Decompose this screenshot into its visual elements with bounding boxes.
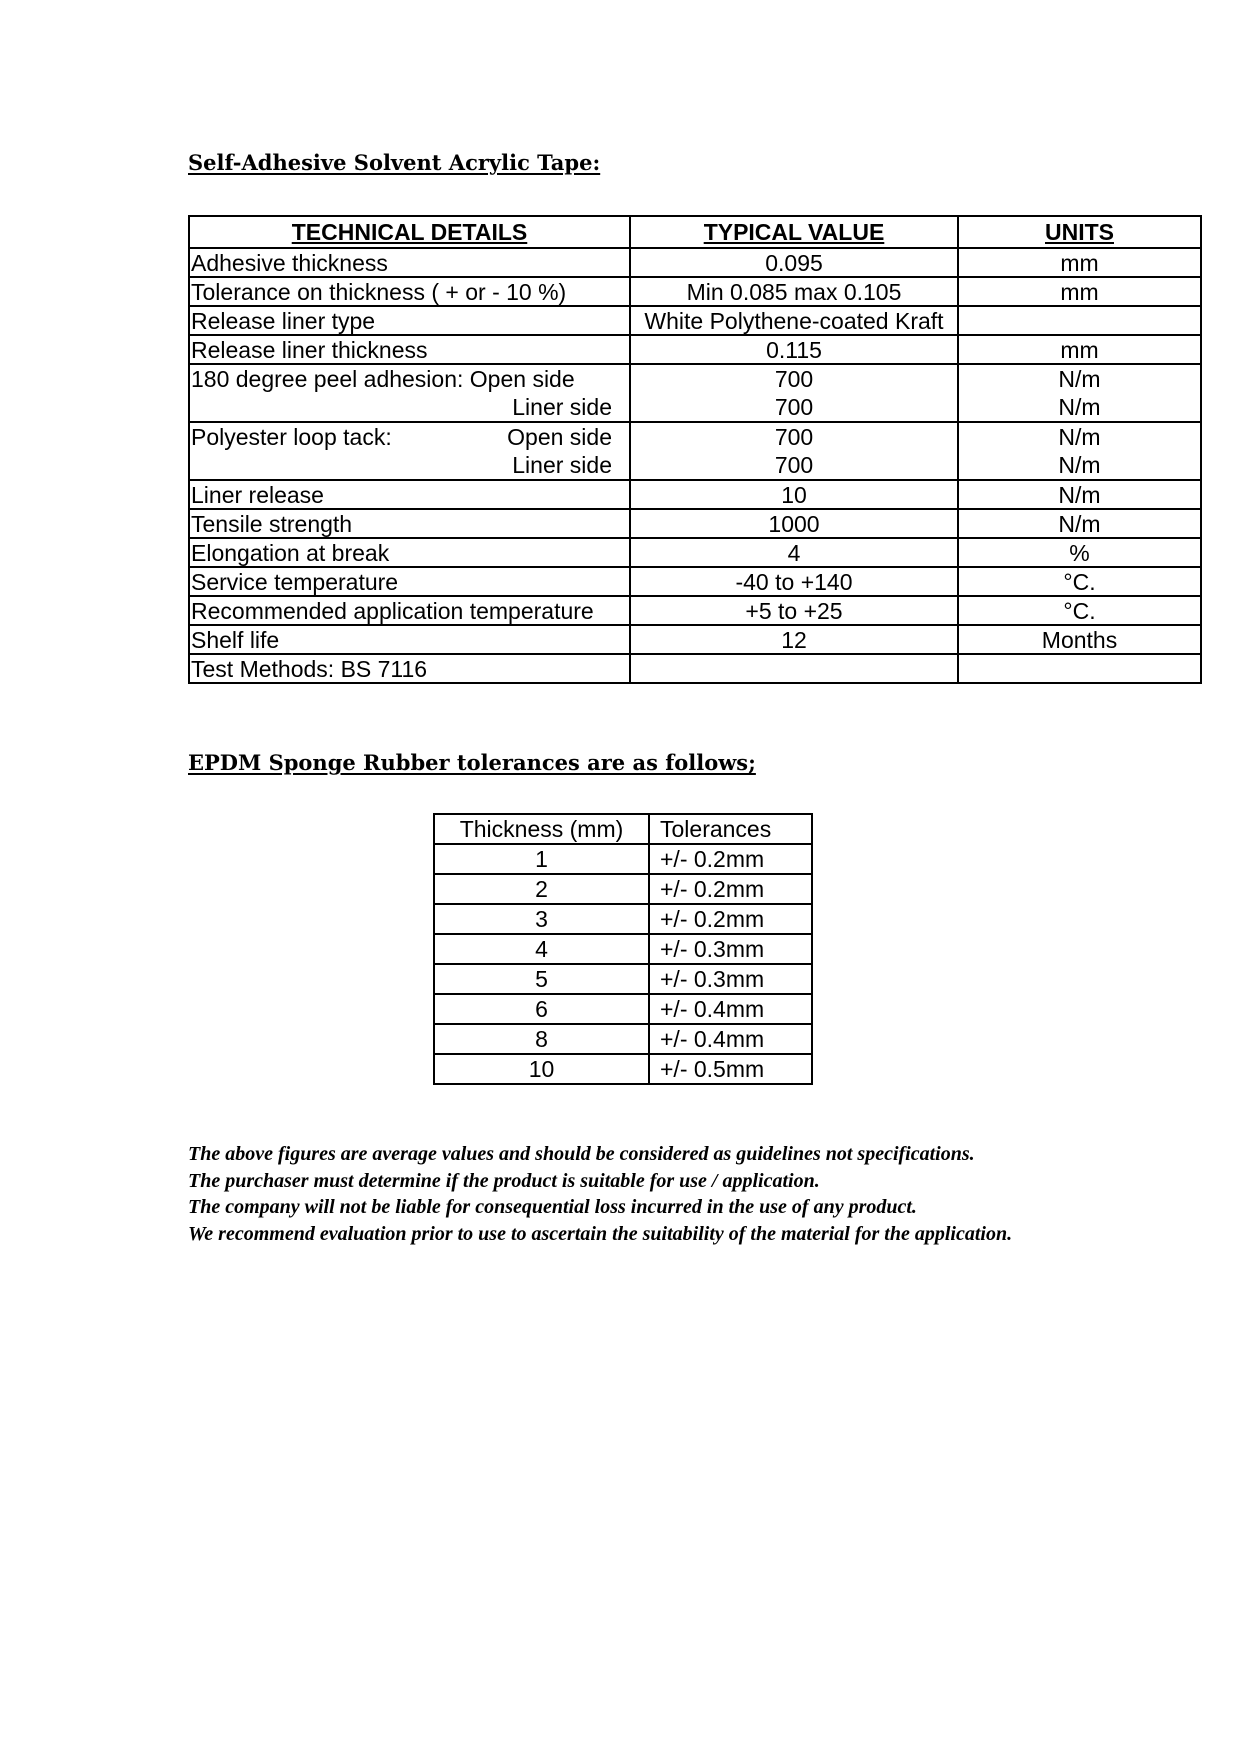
table-row [434,964,812,994]
thickness-cell: 5 [434,964,649,994]
thickness-cell: 4 [434,934,649,964]
thickness-cell: 10 [434,1054,649,1084]
peel-liner-value: 700 [774,394,814,420]
peel-liner-unit: N/m [1058,394,1101,420]
tolerance-cell: +/- 0.3mm [649,934,812,964]
header-typical-value: TYPICAL VALUE [630,216,958,248]
loop-open-side-label: Open side [507,424,612,450]
table-row [434,994,812,1024]
detail-label [189,422,630,480]
detail-unit: °C. [958,596,1201,625]
peel-liner-side-label: Liner side [512,394,612,420]
detail-label: Test Methods: BS 7116 [189,654,630,683]
detail-value: 1000 [630,509,958,538]
table-row [189,567,1201,596]
table-header-row [189,216,1201,248]
detail-value: +5 to +25 [630,596,958,625]
table-row [189,538,1201,567]
detail-label: Release liner type [189,306,630,335]
detail-label: Recommended application temperature [189,596,630,625]
detail-value: 10 [630,480,958,509]
technical-details-table [188,215,1202,684]
detail-value: 0.095 [630,248,958,277]
header-thickness: Thickness (mm) [434,814,649,844]
detail-label: Release liner thickness [189,335,630,364]
thickness-cell: 8 [434,1024,649,1054]
header-units: UNITS [958,216,1201,248]
tolerance-cell: +/- 0.4mm [649,1024,812,1054]
table-row-peel-adhesion [189,364,1201,422]
peel-open-side-label: 180 degree peel adhesion: Open side [191,366,575,392]
table-row [189,335,1201,364]
detail-value: 0.115 [630,335,958,364]
table-row [434,934,812,964]
detail-label: Liner release [189,480,630,509]
tolerance-cell: +/- 0.2mm [649,904,812,934]
detail-unit: % [958,538,1201,567]
disclaimer-block [188,1141,1088,1247]
detail-label: Adhesive thickness [189,248,630,277]
detail-unit [958,422,1201,480]
table-row [189,596,1201,625]
tolerance-cell: +/- 0.4mm [649,994,812,1024]
section-title-epdm-tolerances: EPDM Sponge Rubber tolerances are as follows; [188,750,756,775]
table-row [434,1024,812,1054]
detail-unit [958,306,1201,335]
detail-value: -40 to +140 [630,567,958,596]
loop-tack-label: Polyester loop tack: [191,424,392,450]
header-tolerances: Tolerances [649,814,812,844]
detail-unit: N/m [958,509,1201,538]
detail-unit: mm [958,248,1201,277]
tolerances-table [433,813,813,1085]
detail-label: Tensile strength [189,509,630,538]
loop-liner-side-label: Liner side [512,452,612,478]
tolerance-cell: +/- 0.3mm [649,964,812,994]
detail-unit: mm [958,335,1201,364]
table-row [434,1054,812,1084]
loop-liner-value: 700 [774,452,814,478]
peel-open-unit: N/m [1058,366,1101,392]
disclaimer-line: The company will not be liable for consequential loss incurred in the use of any product. [188,1196,917,1218]
detail-label: Elongation at break [189,538,630,567]
thickness-cell: 2 [434,874,649,904]
tolerance-cell: +/- 0.2mm [649,874,812,904]
table-row [189,509,1201,538]
detail-value [630,364,958,422]
detail-value: 12 [630,625,958,654]
table-row [189,277,1201,306]
table-row [434,844,812,874]
table-row [189,654,1201,683]
detail-unit: Months [958,625,1201,654]
detail-value: White Polythene-coated Kraft [630,306,958,335]
detail-label: Service temperature [189,567,630,596]
disclaimer-line: The above figures are average values and should be considered as guidelines not specifications. [188,1143,975,1165]
table-row-loop-tack [189,422,1201,480]
disclaimer-line: We recommend evaluation prior to use to ascertain the suitability of the material for the application. [188,1222,1013,1245]
detail-unit [958,654,1201,683]
table-row [189,306,1201,335]
loop-liner-unit: N/m [1058,452,1101,478]
thickness-cell: 6 [434,994,649,1024]
detail-value: Min 0.085 max 0.105 [630,277,958,306]
table-row [189,625,1201,654]
header-technical-details: TECHNICAL DETAILS [189,216,630,248]
peel-open-value: 700 [774,366,814,392]
detail-value [630,654,958,683]
table-row [189,248,1201,277]
loop-open-value: 700 [774,424,814,450]
loop-tack-label-line [191,423,628,451]
thickness-cell: 3 [434,904,649,934]
detail-value [630,422,958,480]
detail-label: Tolerance on thickness ( + or - 10 %) [189,277,630,306]
detail-unit [958,364,1201,422]
detail-unit: °C. [958,567,1201,596]
tolerance-cell: +/- 0.2mm [649,844,812,874]
detail-label: Shelf life [189,625,630,654]
disclaimer-line: The purchaser must determine if the product is suitable for use / application. [188,1169,820,1192]
table-header-row [434,814,812,844]
loop-open-unit: N/m [1058,424,1101,450]
section-title-acrylic-tape: Self-Adhesive Solvent Acrylic Tape: [188,150,601,175]
thickness-cell: 1 [434,844,649,874]
table-row [434,874,812,904]
detail-unit: N/m [958,480,1201,509]
detail-unit: mm [958,277,1201,306]
detail-value: 4 [630,538,958,567]
tolerance-cell: +/- 0.5mm [649,1054,812,1084]
table-row [434,904,812,934]
table-row [189,480,1201,509]
detail-label [189,364,630,422]
